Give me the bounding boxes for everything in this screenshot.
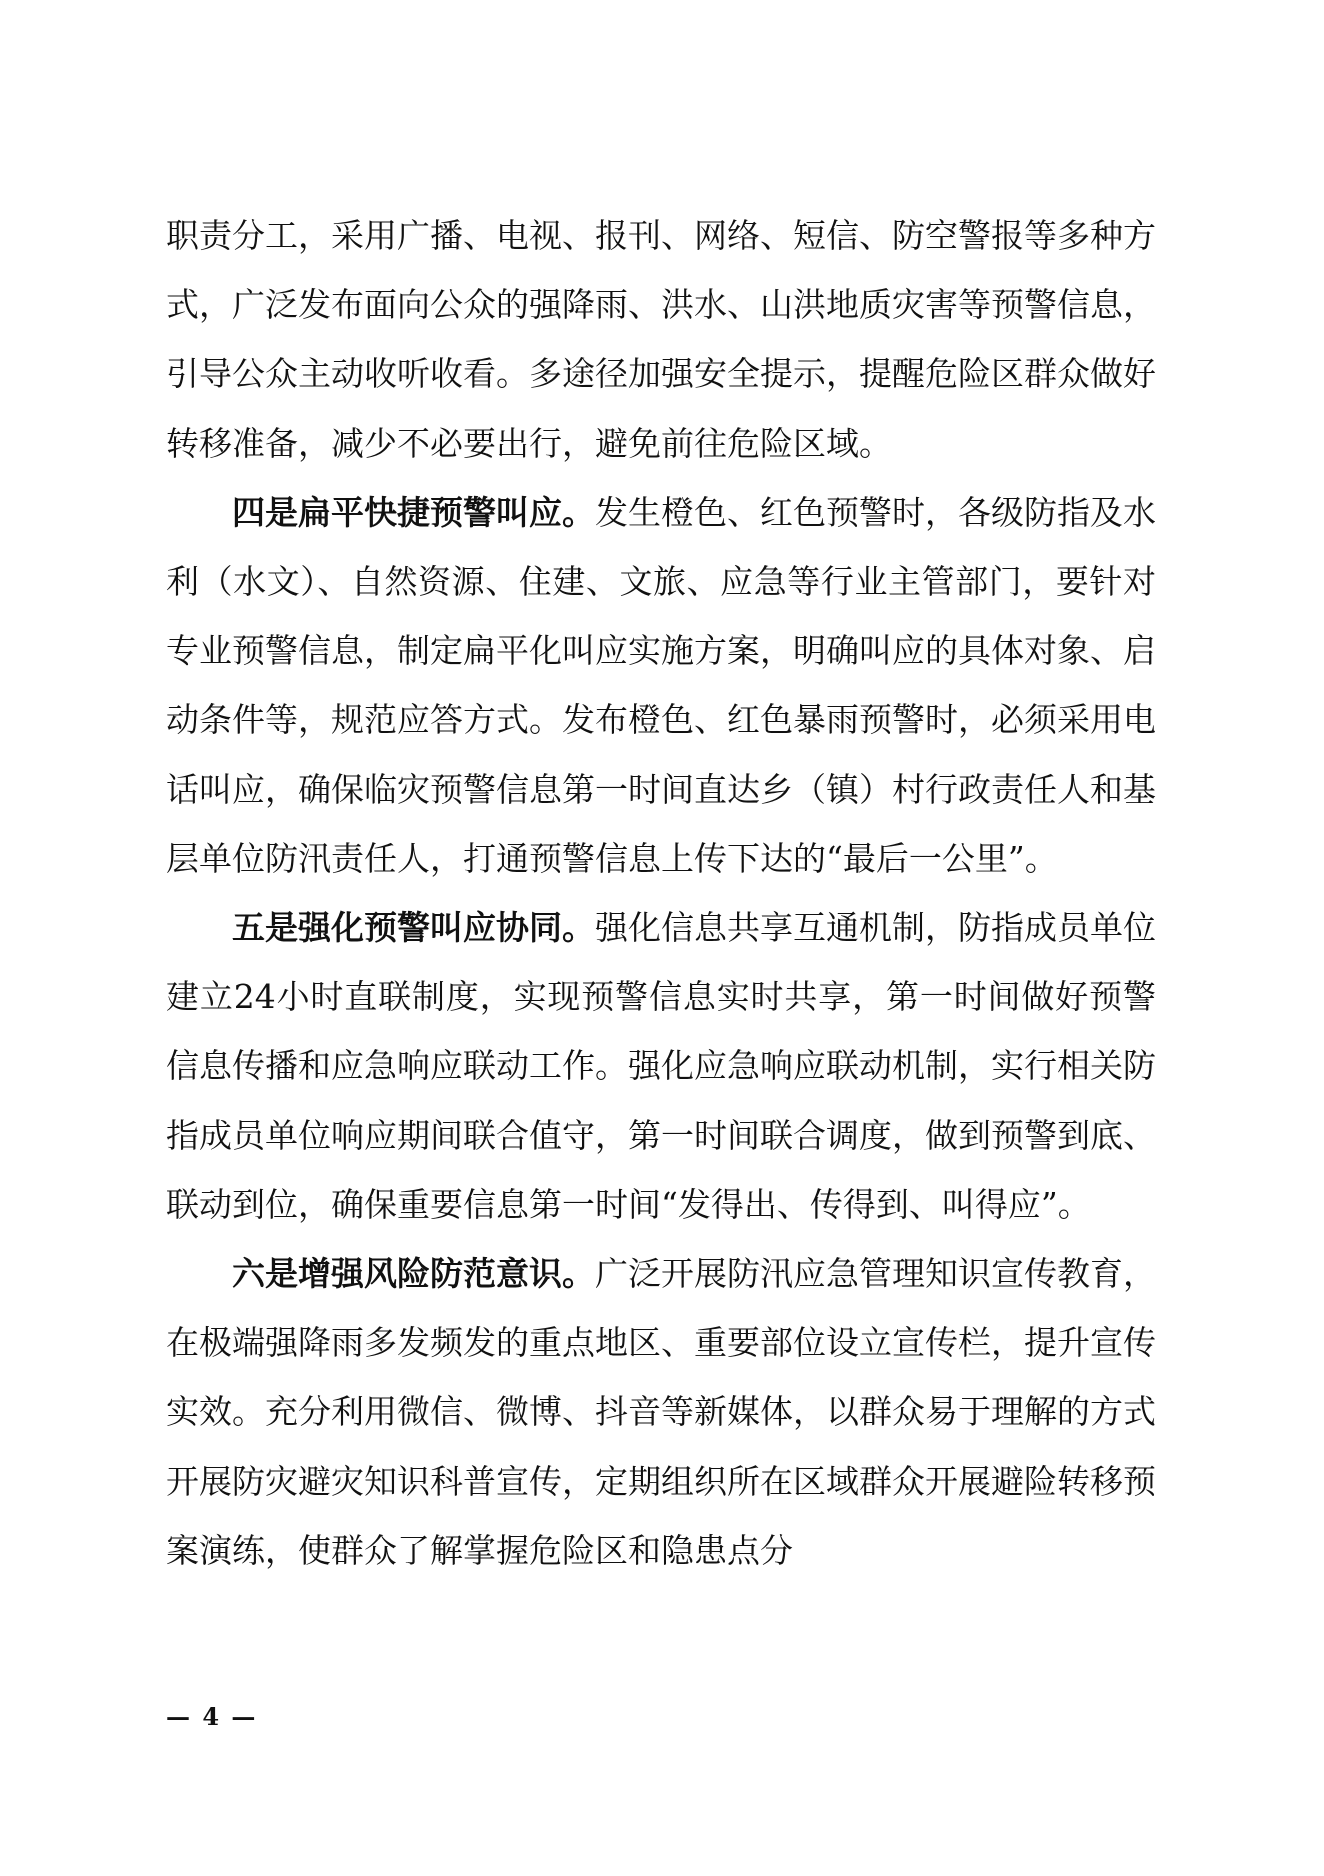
paragraph-continuation (166, 201, 1156, 478)
paragraph-heading: 五是强化预警叫应协同。 (232, 908, 595, 948)
paragraph-body: 发生橙色、红色预警时，各级防指及水利（水文）、自然资源、住建、文旅、应急等行业主管部门，要针对专业预警信息，制定扁平化叫应实施方案，明确叫应的具体对象、启动条件等，规范应答方式。发布橙色、红色暴雨预警时，必须采用电话叫应，确保临灾预警信息第一时间直达乡（镇）村行政责任人和基层单位防汛责任人，打通预警信息上传下达的“最后一公里”。 (166, 492, 1156, 878)
paragraph-coordination (166, 893, 1156, 1239)
paragraph-body: 职责分工，采用广播、电视、报刊、网络、短信、防空警报等多种方式，广泛发布面向公众的强降雨、洪水、山洪地质灾害等预警信息，引导公众主动收听收看。多途径加强安全提示，提醒危险区群众做好转移准备，减少不必要出行，避免前往危险区域。 (166, 216, 1156, 463)
paragraph-warning-response (166, 478, 1156, 893)
page-number: — 4 — (166, 1702, 258, 1731)
body-text (166, 201, 1156, 1585)
paragraph-body: 强化信息共享互通机制，防指成员单位建立24小时直联制度，实现预警信息实时共享，第一时间做好预警信息传播和应急响应联动工作。强化应急响应联动机制，实行相关防指成员单位响应期间联合值守，第一时间联合调度，做到预警到底、联动到位，确保重要信息第一时间“发得出、传得到、叫得应”。 (166, 908, 1156, 1224)
paragraph-heading: 六是增强风险防范意识。 (232, 1254, 595, 1294)
paragraph-body: 广泛开展防汛应急管理知识宣传教育，在极端强降雨多发频发的重点地区、重要部位设立宣传栏，提升宣传实效。充分利用微信、微博、抖音等新媒体，以群众易于理解的方式开展防灾避灾知识科普宣传，定期组织所在区域群众开展避险转移预案演练，使群众了解掌握危险区和隐患点分 (166, 1254, 1156, 1570)
paragraph-risk-awareness (166, 1239, 1156, 1585)
paragraph-heading: 四是扁平快捷预警叫应。 (232, 492, 595, 532)
